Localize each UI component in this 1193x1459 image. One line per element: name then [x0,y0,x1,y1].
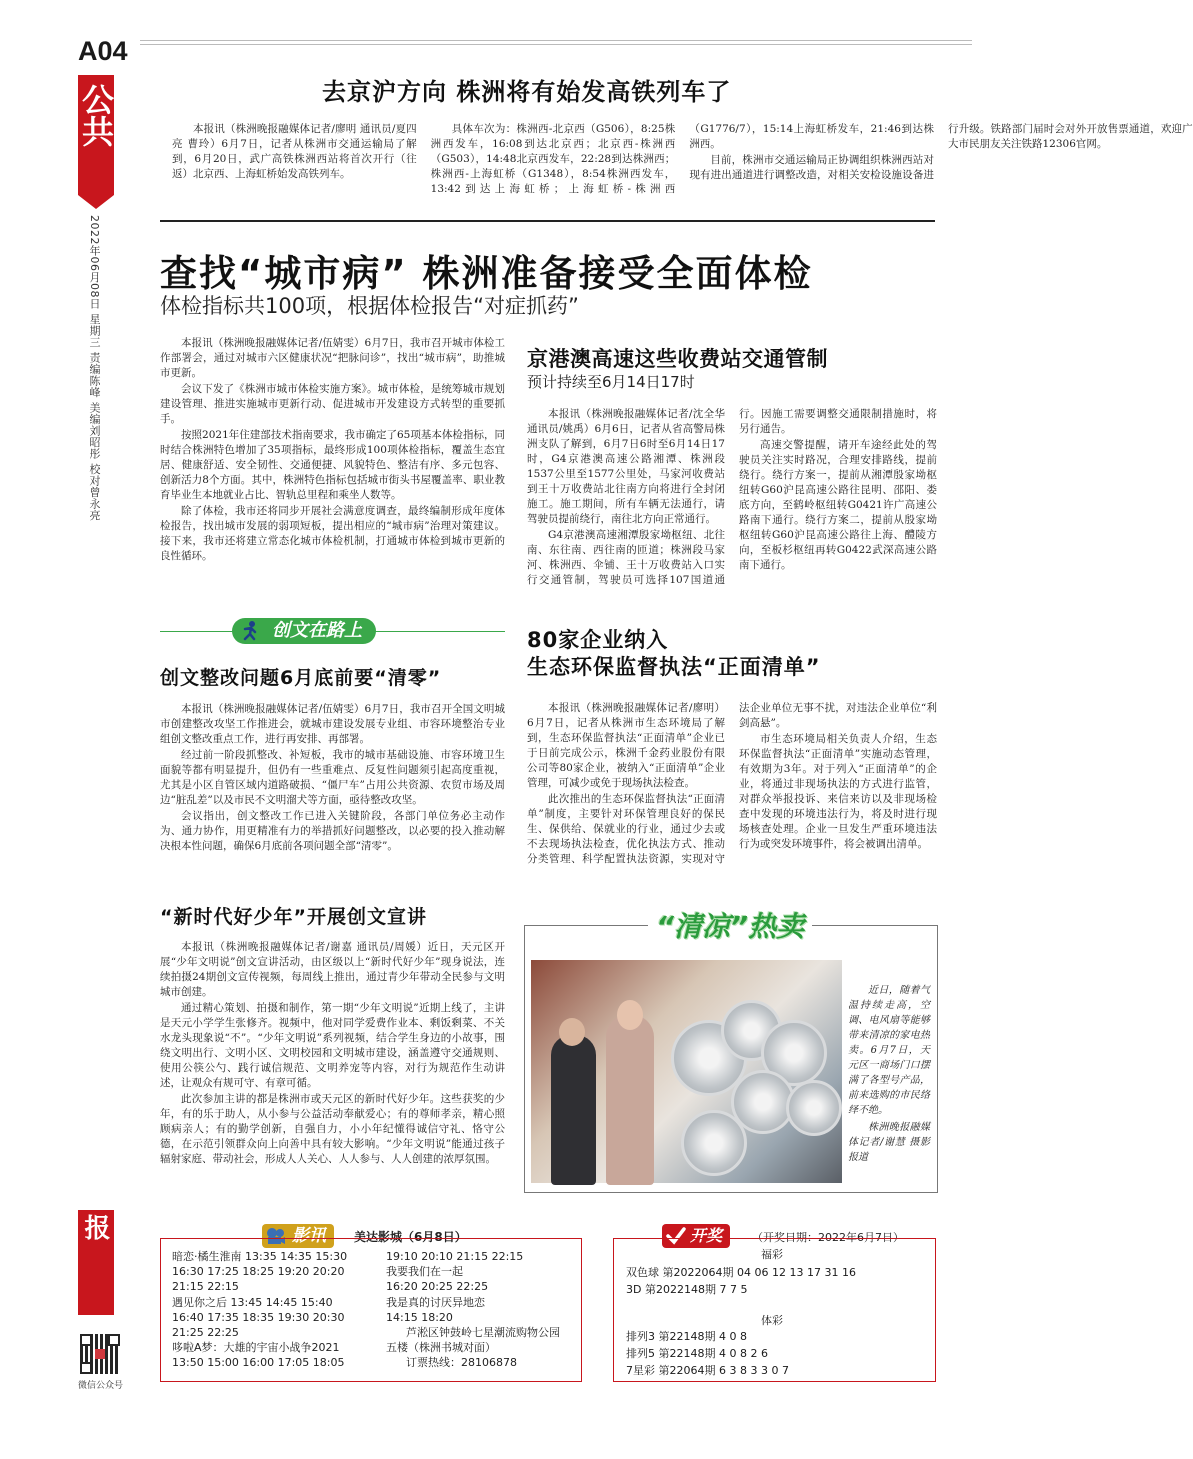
article2-paragraph: 除了体检，我市还将同步开展社会满意度调查，最终编制形成年度体检报告，找出城市发展的弱项短板，提出相应的“城市病”治理对策建议。接下来，我市还将建立常态化城市体检机制，打通城市体检到城市更新的良性循环。 [160,505,505,562]
article1-paragraph: 具体车次为：株洲西-北京西（G506），8:25株洲西发车，16:08到达北京西；北京西-株洲西（G503），14:48北京西发车，22:28到达株洲西；株洲西-上海虹桥（G1348），8:54株洲西发车，13:42到达上海虹桥；上海虹桥-株洲西（G1776/7），15:14上海虹桥发车，21:46到达株洲西。 [430,123,934,195]
cinema-line: 哆啦A梦：大雄的宇宙小战争2021 [172,1341,340,1355]
article5-paragraph: 此次推出的生态环保监督执法“正面清单”制度，主要针对环保管理良好的保民生、保供给、保就业的行业，通过少去或不去现场执法检查，优化执法方式、推动分类管理、科学配置执法资源，实现对守法企业单位无事不扰，对违法企业单位“利剑高悬”。 [527,702,937,865]
lottery-date: （开奖日期：2022年6月7日） [752,1231,904,1244]
photo-feature-title: “清凉”热卖 [648,905,812,945]
article6-body [160,940,505,1168]
photo-credit: 株洲晚报融媒体记者/谢慧 摄影报道 [848,1122,930,1163]
article4-paragraph: 经过前一阶段抓整改、补短板，我市的城市基础设施、市容环境卫生面貌等都有明显提升，但仍有一些重难点、反复性问题须引起高度重视，尤其是小区自管区域内道路破损、“僵尸车”占用公共资源、农贸市场及周边“脏乱差”以及市民不文明溜犬等方面，亟待整改攻坚。 [160,749,505,806]
lottery-line: 3D 第2022148期 7 7 5 [626,1283,748,1296]
article6-paragraph: 通过精心策划、拍摄和制作，第一期“少年文明说”近期上线了，主讲是天元小学学生张修齐。视频中，他对同学爱费作业本、剩饭剩菜、不关水龙头现象说“不”。“少年文明说”系列视频，结合学生身边的小故事，围绕文明出行、文明小区、文明校园和文明城市建设，涵盖遵守交通规则、使用公筷公勺、践行诚信规范、文明养宠等内容，对行为规范作生动讲述，让观众有规可守、有章可循。 [160,1002,505,1089]
cinema-line: 暗恋·橘生淮南 13:35 14:35 15:30 [172,1250,348,1263]
wechat-label: 微信公众号 [78,1381,124,1391]
section-tab [78,75,114,195]
page-number: A04 [78,36,128,66]
lottery-line: 双色球 第2022064期 04 06 12 13 17 31 16 [626,1266,856,1279]
article1-paragraph: 目前，株洲市交通运输局正协调组织株洲西站对现有进出通道进行调整改造，对相关安检设施设备进行升级。铁路部门届时会对外开放售票通道，欢迎广大市民朋友关注铁路12306官网。 [689,123,1193,181]
runner-icon [238,620,260,642]
cinema-listing-col1 [172,1249,382,1371]
fucai-results [626,1264,856,1298]
section-badge [232,618,376,644]
article3-paragraph: 高速交警提醒，请开车途经此处的驾驶员关注实时路况，合理安排路线，提前绕行。绕行方案一，提前从湘潭殷家坳枢纽转G60沪昆高速公路往昆明、邵阳、娄底方向，至鹤岭枢纽转G0421许广高速公路南下通行。绕行方案二，提前从殷家坳枢纽转G60沪昆高速公路往上海、醴陵方向，至板杉枢纽再转G0422武深高速公路南下通行。 [739,439,937,571]
article2-paragraph: 按照2021年住建部技术指南要求，我市确定了65项基本体检指标，同时结合株洲特色增加了35项指标，最终形成100项体检指标，覆盖生态宜居、健康舒适、安全韧性、交通便捷、风貌特色、整洁有序、多元包容、创新活力8个方面。其中，株洲特色指标包括城市街头书屋覆盖率、职业教育毕业生本地就业占比、智轨总里程和乘坐人数等。 [160,429,505,501]
article5-paragraph: 市生态环境局相关负责人介绍，生态环保监督执法“正面清单”实施动态管理，有效期为3年。对于列入“正面清单”的企业，将通过非现场执法的方式进行监管，对群众举报投诉、来信来访以及非现场检查中发现的环境违法行为，将及时进行现场核查处理。企业一旦发生严重环境违法行为或突发环境事件，将会被调出清单。 [739,733,937,850]
section-badge-label: 创文在路上 [272,620,362,641]
cinema-line: 19:10 20:10 21:15 22:15 [386,1250,524,1263]
lottery-line: 排列3 第22148期 4 0 8 [626,1330,747,1343]
article3-body [527,407,937,602]
article4-body [160,702,505,855]
article1-body [172,122,1193,202]
article6-paragraph: 此次参加主讲的都是株洲市或天元区的新时代好少年。这些获奖的少年，有的乐于助人，从小参与公益活动奉献爱心；有的尊师孝亲，精心照顾病亲人；有的勤学创新，自强自力，小小年纪懂得诚信守礼、恪守公德，在示范引领群众向上向善中具有较大影响。“少年文明说”能通过孩子辐射家庭、带动社会，形成人人关心、人人参与、人人创建的浓厚氛围。 [160,1093,505,1165]
cinema-badge-label: 影讯 [292,1226,326,1246]
article3-subtitle: 预计持续至6月14日17时 [527,373,695,391]
article5-title-line: 生态环保监督执法“正面清单” [527,655,821,679]
cinema-line: 订票热线：28106878 [406,1356,517,1370]
divider [160,220,935,222]
cinema-line: 遇见你之后 13:45 14:45 15:40 [172,1295,333,1309]
article2-title: 查找“城市病” 株洲准备接受全面体检 [160,252,813,295]
photo-caption [848,983,930,1165]
photo-fans-sale [531,960,842,1183]
cinema-line: 16:30 17:25 18:25 19:20 20:20 [172,1265,345,1279]
ticai-label: 体彩 [761,1314,783,1327]
article4-paragraph: 本报讯（株洲晚报融媒体记者/伍婧雯）6月7日，我市召开全国文明城市创建整改攻坚工作推进会，就城市建设发展专业组、市容环境整治专业组创文整改重点工作，进行再安排、再部署。 [160,703,505,745]
article2-paragraph: 会议下发了《株洲市城市体检实施方案》。城市体检，是统筹城市规划建设管理、推进实施城市更新行动、促进城市开发建设方式转型的重要抓手。 [160,383,505,425]
page-meta-line: 2022年06月08日 星期三 责编陈峰 美编刘昭彤 校对曾永亮 [88,215,101,521]
photo-caption-text: 近日，随着气温持续走高，空调、电风扇等能够带来清凉的家电热卖。6月7日，天元区一商场门口摆满了各型号产品，前来选购的市民络绎不绝。 [848,985,930,1116]
qr-code [80,1334,120,1374]
article5-paragraph: 本报讯（株洲晚报融媒体记者/廖明）6月7日，记者从株洲市生态环境局了解到，生态环保监督执法“正面清单”企业已于日前完成公示，株洲千金药业股份有限公司等80家企业，被纳入“正面清单”企业管理，可减少或免于现场执法检查。 [527,702,725,789]
article2-paragraph: 本报讯（株洲晚报融媒体记者/伍婧雯）6月7日，我市召开城市体检工作部署会，通过对城市六区健康状况“把脉问诊”，找出“城市病”，助推城市更新。 [160,337,505,379]
cinema-line: 我要我们在一起 [386,1265,463,1279]
cinema-line: 16:40 17:35 18:35 19:30 20:30 [172,1310,345,1324]
cinema-line: 21:15 22:15 [172,1280,239,1294]
cinema-line: 16:20 20:25 22:25 [386,1280,489,1294]
cinema-line: 芦淞区钟鼓岭七星潮流购物公园 [406,1326,560,1340]
cinema-line: 我是真的讨厌异地恋 [386,1295,485,1309]
cinema-title: 美达影城（6月8日） [354,1230,467,1244]
cinema-line: 21:25 22:25 [172,1326,239,1340]
masthead-logo [78,1210,144,1315]
article3-paragraph: 本报讯（株洲晚报融媒体记者/沈全华 通讯员/姚禹）6月6日，记者从省高警局株洲支队了解到，6月7日6时至6月14日17时，G4京港澳高速公路湘潭、株洲段1537公里至1577公里处，马家河收费站到王十万收费站北往南方向将进行全封闭施工。施工期间，所有车辆无法通行，请驾驶员提前绕行，南往北方向正常通行。 [527,408,725,525]
lottery-badge-label: 开奖 [690,1226,723,1245]
cinema-line: 13:50 15:00 16:00 17:05 18:05 [172,1356,345,1370]
article1-title: 去京沪方向 株洲将有始发高铁列车了 [322,78,732,106]
ticai-results [626,1328,789,1379]
article5-title-line: 80家企业纳入 [527,628,669,652]
article6-title: “新时代好少年”开展创文宣讲 [160,906,427,928]
article6-paragraph: 本报讯（株洲晚报融媒体记者/谢嘉 通讯员/周媛）近日，天元区开展“少年文明说”创文宣讲活动，由区级以上“新时代好少年”现身说法，连续拍摄24期创文宣传视频，每周线上推出，通过青少年带动全民参与文明城市创建。 [160,941,505,998]
cinema-line: 14:15 18:20 [386,1310,453,1324]
article2-subtitle: 体检指标共100项，根据体检报告“对症抓药” [160,294,579,318]
cinema-listing-col2 [386,1249,576,1371]
cinema-line: 五楼（株洲书城对面） [386,1341,496,1355]
section-label: 公共 [77,83,115,147]
masthead-text: 株洲晚报 [80,1214,144,1292]
lottery-line: 7星彩 第22064期 6 3 8 3 3 0 7 [626,1364,789,1377]
article2-body [160,336,505,565]
article1-paragraph: 本报讯（株洲晚报融媒体记者/廖明 通讯员/夏四亮 曹玲）6月7日，记者从株洲市交通运输局了解到，6月20日，武广高铁株洲西站将首次开行（往返）北京西、上海虹桥始发高铁列车。 [172,123,417,180]
article3-paragraph: G4京港澳高速湘潭殷家坳枢纽、北往南、东往南、西往南的匝道；株洲段马家河、株洲西、伞铺、王十万收费站入口实行交通管制，驾驶员可选择107国道通行。因施工需要调整交通限制措施时，将另行通告。 [527,408,937,586]
article4-title: 创文整改问题6月底前要“清零” [160,667,442,689]
article5-body [527,701,937,886]
fucai-label: 福彩 [761,1248,783,1261]
article5-title [527,627,821,681]
article3-title: 京港澳高速这些收费站交通管制 [527,347,828,371]
lottery-line: 排列5 第22148期 4 0 8 2 6 [626,1347,768,1360]
article4-paragraph: 会议指出，创文整改工作已进入关键阶段，各部门单位务必主动作为、通力协作，用更精准有力的举措抓好问题整改，以必要的投入推动解决根本性问题，确保6月底前各项问题全部“清零”。 [160,810,505,852]
